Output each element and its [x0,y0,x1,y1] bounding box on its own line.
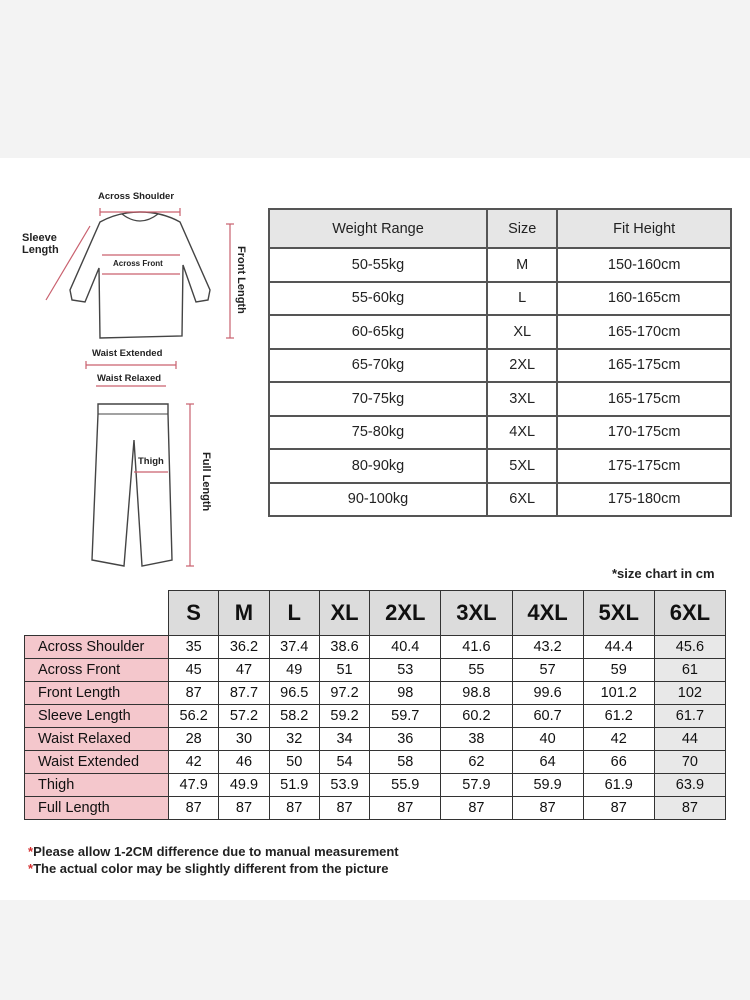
measurement-value: 30 [219,728,269,751]
measurement-value: 87 [654,797,725,820]
height-cell: 165-170cm [557,315,731,349]
footnote-star: * [28,861,34,876]
measurement-value: 34 [319,728,369,751]
measurement-value: 28 [169,728,219,751]
size-header: 5XL [583,591,654,636]
table-row [25,659,726,682]
weight-size-table [268,208,732,517]
footnote-text: The actual color may be slightly different from the picture [33,861,389,876]
height-cell: 165-175cm [557,349,731,383]
measurement-value: 54 [319,751,369,774]
measurement-value: 43.2 [512,636,583,659]
across-front-label: Across Front [113,259,163,268]
height-cell: 160-165cm [557,282,731,316]
header-fit-height: Fit Height [557,209,731,248]
table-row [25,751,726,774]
measurement-value: 41.6 [441,636,512,659]
measurement-value: 38.6 [319,636,369,659]
front-length-label: Front Length [235,246,247,314]
measurement-value: 87 [441,797,512,820]
size-header: XL [319,591,369,636]
measurement-value: 87 [169,682,219,705]
size-cell: 6XL [487,483,557,517]
measurement-value: 87 [169,797,219,820]
size-header: 6XL [654,591,725,636]
measurement-value: 96.5 [269,682,319,705]
measurement-value: 47 [219,659,269,682]
table-row [25,728,726,751]
measurement-value: 40.4 [370,636,441,659]
size-header: 3XL [441,591,512,636]
measurement-value: 87 [319,797,369,820]
measurement-value: 57.2 [219,705,269,728]
measurement-value: 49.9 [219,774,269,797]
measurement-value: 51.9 [269,774,319,797]
measurement-value: 57.9 [441,774,512,797]
measurement-label: Thigh [25,774,169,797]
measurement-value: 55.9 [370,774,441,797]
measurement-value: 44 [654,728,725,751]
size-header: M [219,591,269,636]
measurement-value: 45.6 [654,636,725,659]
measurement-value: 45 [169,659,219,682]
measurement-value: 61.2 [583,705,654,728]
table-row [269,248,731,282]
measurement-value: 58.2 [269,705,319,728]
table-row [269,483,731,517]
height-cell: 150-160cm [557,248,731,282]
table-row [269,282,731,316]
table-row [269,382,731,416]
table-row [25,705,726,728]
measurement-value: 98.8 [441,682,512,705]
measurement-value: 60.7 [512,705,583,728]
measurement-value: 36.2 [219,636,269,659]
weight-cell: 90-100kg [269,483,487,517]
table-row [25,682,726,705]
measurement-label: Across Front [25,659,169,682]
measurement-value: 60.2 [441,705,512,728]
measurement-value: 66 [583,751,654,774]
measurement-label: Across Shoulder [25,636,169,659]
measurement-value: 32 [269,728,319,751]
size-cell: XL [487,315,557,349]
measurement-value: 59.2 [319,705,369,728]
weight-cell: 80-90kg [269,449,487,483]
height-cell: 165-175cm [557,382,731,416]
top-outline [70,212,210,338]
neckline [122,214,158,221]
size-cell: 2XL [487,349,557,383]
measurement-value: 87 [269,797,319,820]
measurement-value: 53.9 [319,774,369,797]
footnote-text: Please allow 1-2CM difference due to manual measurement [33,844,399,859]
size-header-row [25,591,726,636]
measurement-label: Full Length [25,797,169,820]
measurement-value: 56.2 [169,705,219,728]
height-cell: 175-175cm [557,449,731,483]
measurement-value: 87 [583,797,654,820]
weight-cell: 70-75kg [269,382,487,416]
measurement-value: 70 [654,751,725,774]
weight-cell: 55-60kg [269,282,487,316]
measurement-value: 101.2 [583,682,654,705]
measurement-value: 59.9 [512,774,583,797]
sleeve-length-label: Sleeve Length [22,232,59,256]
size-cell: L [487,282,557,316]
measurement-value: 46 [219,751,269,774]
size-cell: 4XL [487,416,557,450]
measurement-value: 102 [654,682,725,705]
pants-outline [92,404,172,566]
measurement-value: 87 [512,797,583,820]
size-cell: M [487,248,557,282]
measurement-value: 64 [512,751,583,774]
measurement-value: 98 [370,682,441,705]
measurement-value: 49 [269,659,319,682]
measurement-value: 37.4 [269,636,319,659]
measurement-label: Waist Relaxed [25,728,169,751]
measurement-value: 42 [169,751,219,774]
waist-relaxed-label: Waist Relaxed [97,373,162,384]
measurement-value: 58 [370,751,441,774]
thigh-label: Thigh [138,456,164,467]
across-shoulder-label: Across Shoulder [98,191,175,202]
footnote-star: * [28,844,34,859]
table-row [269,416,731,450]
table-row [269,349,731,383]
size-header: S [169,591,219,636]
size-header: 4XL [512,591,583,636]
measurement-value: 44.4 [583,636,654,659]
table-row [269,315,731,349]
measurement-value: 61.7 [654,705,725,728]
header-size: Size [487,209,557,248]
size-header: 2XL [370,591,441,636]
size-cell: 3XL [487,382,557,416]
measurement-value: 57 [512,659,583,682]
size-header: L [269,591,319,636]
weight-cell: 65-70kg [269,349,487,383]
measurement-value: 87 [219,797,269,820]
header-weight-range: Weight Range [269,209,487,248]
measurement-label: Waist Extended [25,751,169,774]
measurement-value: 87 [370,797,441,820]
measurement-label: Front Length [25,682,169,705]
measurement-value: 59 [583,659,654,682]
weight-table-header [269,209,731,248]
table-row [269,449,731,483]
measurement-value: 87.7 [219,682,269,705]
height-cell: 175-180cm [557,483,731,517]
measurement-value: 97.2 [319,682,369,705]
measurement-value: 59.7 [370,705,441,728]
footnote-color [28,861,388,876]
weight-cell: 50-55kg [269,248,487,282]
measurement-value: 35 [169,636,219,659]
measurement-value: 55 [441,659,512,682]
weight-cell: 60-65kg [269,315,487,349]
weight-cell: 75-80kg [269,416,487,450]
table-row [25,774,726,797]
measurement-value: 61.9 [583,774,654,797]
measurement-value: 42 [583,728,654,751]
height-cell: 170-175cm [557,416,731,450]
measurement-value: 53 [370,659,441,682]
measurement-value: 51 [319,659,369,682]
footnote-measurement [28,844,399,859]
size-cell: 5XL [487,449,557,483]
waist-extended-label: Waist Extended [92,348,163,359]
unit-note: *size chart in cm [612,566,715,581]
table-row [25,636,726,659]
table-row [25,797,726,820]
measurement-value: 38 [441,728,512,751]
measurement-value: 63.9 [654,774,725,797]
measurement-value: 50 [269,751,319,774]
measurement-table [24,590,726,820]
measurement-value: 61 [654,659,725,682]
corner-cell [25,591,169,636]
measurement-label: Sleeve Length [25,705,169,728]
measurement-value: 99.6 [512,682,583,705]
measurement-value: 40 [512,728,583,751]
measurement-value: 36 [370,728,441,751]
full-length-label: Full Length [200,452,212,512]
measurement-value: 62 [441,751,512,774]
measurement-value: 47.9 [169,774,219,797]
